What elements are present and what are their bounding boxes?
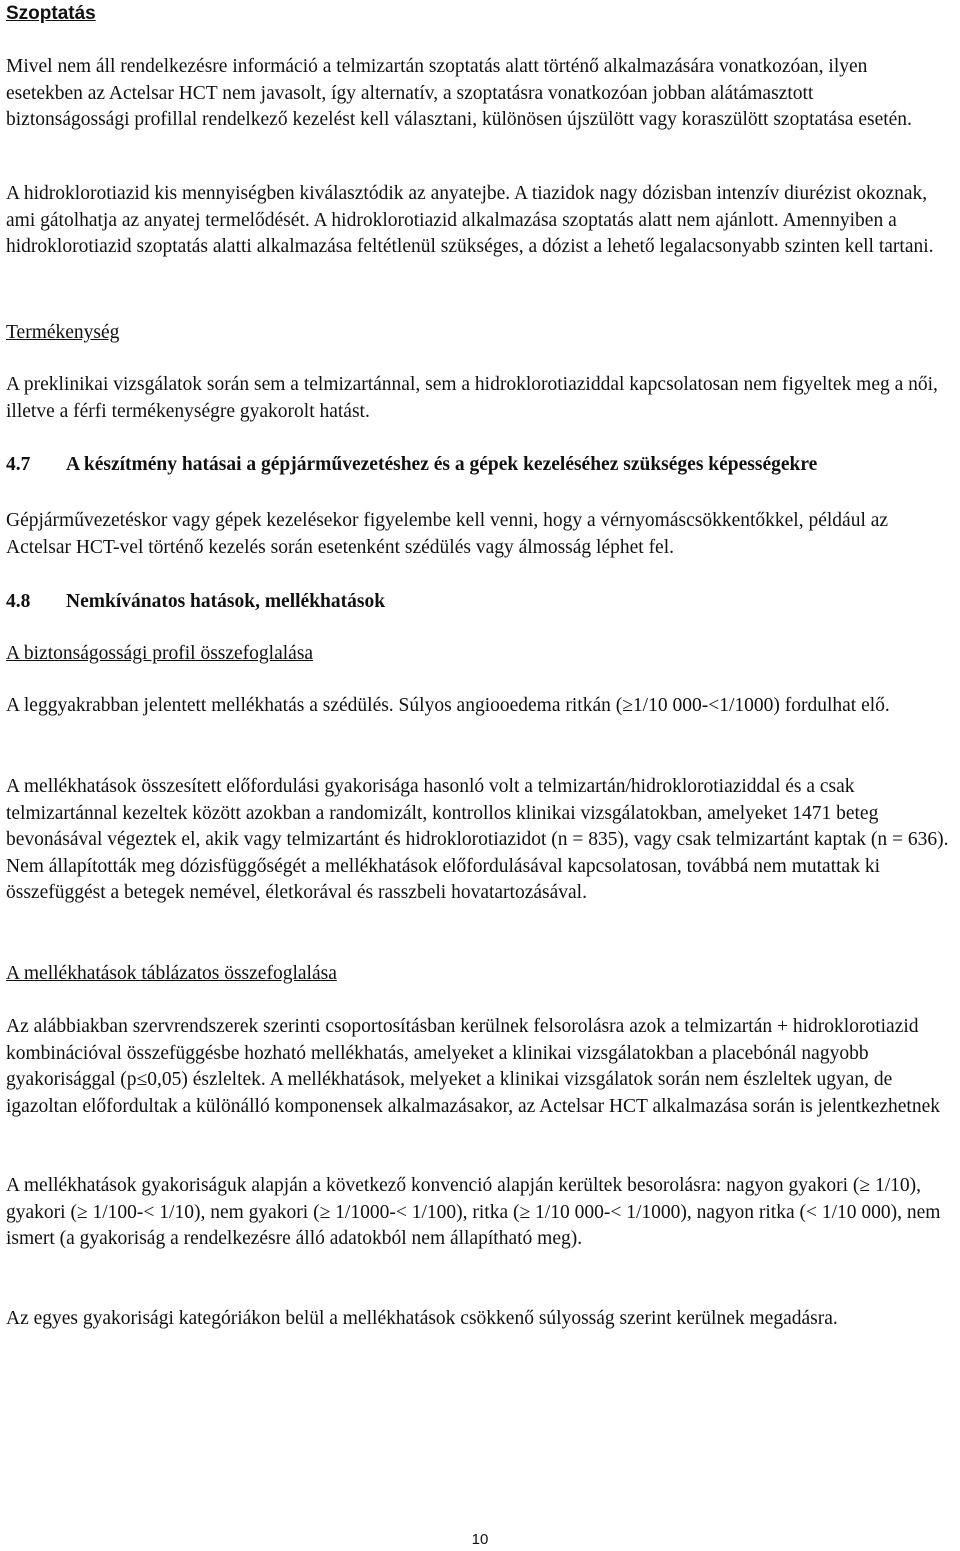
tablazatos-paragraph-2: A mellékhatások gyakoriságuk alapján a következő konvenció alapján kerültek besorolásra: nagyon gyakori (≥ 1/10), gyakori (≥ 1/100-< 1/10), nem gyakori (≥ 1/1000-< 1/100), ritka (≥ 1/10 000-< 1/1000), nagyon ritka (< 1/10 000), nem ismert (a gyakoriság a rendelkezésre álló adatokból nem állapítható meg). bbox=[6, 1175, 941, 1249]
section-4-7-number: 4.7 bbox=[6, 454, 31, 475]
szoptatas-paragraph-2: A hidroklorotiazid kis mennyiségben kiválasztódik az anyatejbe. A tiazidok nagy dózisban intenzív diurézist okoznak, ami gátolhatja az anyatej termelődését. A hidroklorotiazid alkalmazása szoptatás alatt nem ajánlott. Amennyiben a hidroklorotiazid szoptatás alatti alkalmazása feltétlenül szükséges, a dózist a lehető legalacsonyabb szinten kell tartani. bbox=[6, 183, 934, 257]
section-4-7-paragraph: Gépjárművezetéskor vagy gépek kezelésekor figyelembe kell venni, hogy a vérnyomáscsökkentőkkel, például az Actelsar HCT-vel történő kezelés során esetenként szédülés vagy álmosság léphet fel. bbox=[6, 510, 889, 558]
tablazatos-paragraph-3: Az egyes gyakorisági kategóriákon belül a mellékhatások csökkenő súlyosság szerint kerülnek megadásra. bbox=[6, 1308, 838, 1329]
biztonsagossagi-paragraph-1: A leggyakrabban jelentett mellékhatás a szédülés. Súlyos angiooedema ritkán (≥1/10 000-<1/1000) fordulhat elő. bbox=[6, 695, 890, 716]
section-4-8-heading bbox=[6, 589, 706, 616]
tablazatos-paragraph-1: Az alábbiakban szervrendszerek szerinti csoportosításban kerülnek felsorolásra azok a telmizartán + hidroklorotiazid kombinációval összefüggésbe hozható mellékhatás, amelyeket a klinikai vizsgálatokban a placebónál nagyobb gyakorisággal (p≤0,05) észleltek. A mellékhatások, melyeket a klinikai vizsgálatok során nem észleltek ugyan, de igazoltan előfordultak a különálló komponensek alkalmazásakor, az Actelsar HCT alkalmazása során is jelentkezhetnek bbox=[6, 1016, 940, 1117]
biztonsagossagi-paragraph-2: A mellékhatások összesített előfordulási gyakorisága hasonló volt a telmizartán/hidroklorotiaziddal és a csak telmizartánnal kezeltek között azokban a randomizált, kontrollos klinikai vizsgálatokban, amelyeket 1471 beteg bevonásával végeztek el, akik vagy telmizartánt és hidroklorotiazidot (n = 835), vagy csak telmizartánt kaptak (n = 636). Nem állapították meg dózisfüggőségét a mellékhatások előfordulásával kapcsolatosan, továbbá nem mutattak ki összefüggést a betegek nemével, életkorával és rasszbeli hovatartozásával. bbox=[6, 776, 949, 903]
heading-tablazatos-osszefoglalas: A mellékhatások táblázatos összefoglalása bbox=[6, 963, 337, 984]
heading-termekenyseg: Termékenység bbox=[6, 322, 120, 343]
section-4-8-number: 4.8 bbox=[6, 591, 31, 612]
section-4-7-title: A készítmény hatásai a gépjárművezetéshez és a gépek kezeléséhez szükséges képességekre bbox=[66, 454, 818, 475]
page-number: 10 bbox=[471, 1531, 489, 1548]
section-4-7-heading bbox=[6, 452, 960, 479]
section-4-8-title: Nemkívánatos hatások, mellékhatások bbox=[66, 591, 386, 612]
heading-biztonsagossagi-profil: A biztonságossági profil összefoglalása bbox=[6, 643, 314, 664]
heading-szoptatas: Szoptatás bbox=[6, 3, 96, 24]
termekenyseg-paragraph: A preklinikai vizsgálatok során sem a telmizartánnal, sem a hidroklorotiaziddal kapcsolatosan nem figyeltek meg a női, illetve a férfi termékenységre gyakorolt hatást. bbox=[6, 374, 938, 422]
szoptatas-paragraph-1: Mivel nem áll rendelkezésre információ a telmizartán szoptatás alatt történő alkalmazására vonatkozóan, ilyen esetekben az Actelsar HCT nem javasolt, így alternatív, a szoptatásra vonatkozóan jobban alátámasztott biztonságossági profillal rendelkező kezelést kell választani, különösen újszülött vagy koraszülött szoptatása esetén. bbox=[6, 56, 912, 130]
